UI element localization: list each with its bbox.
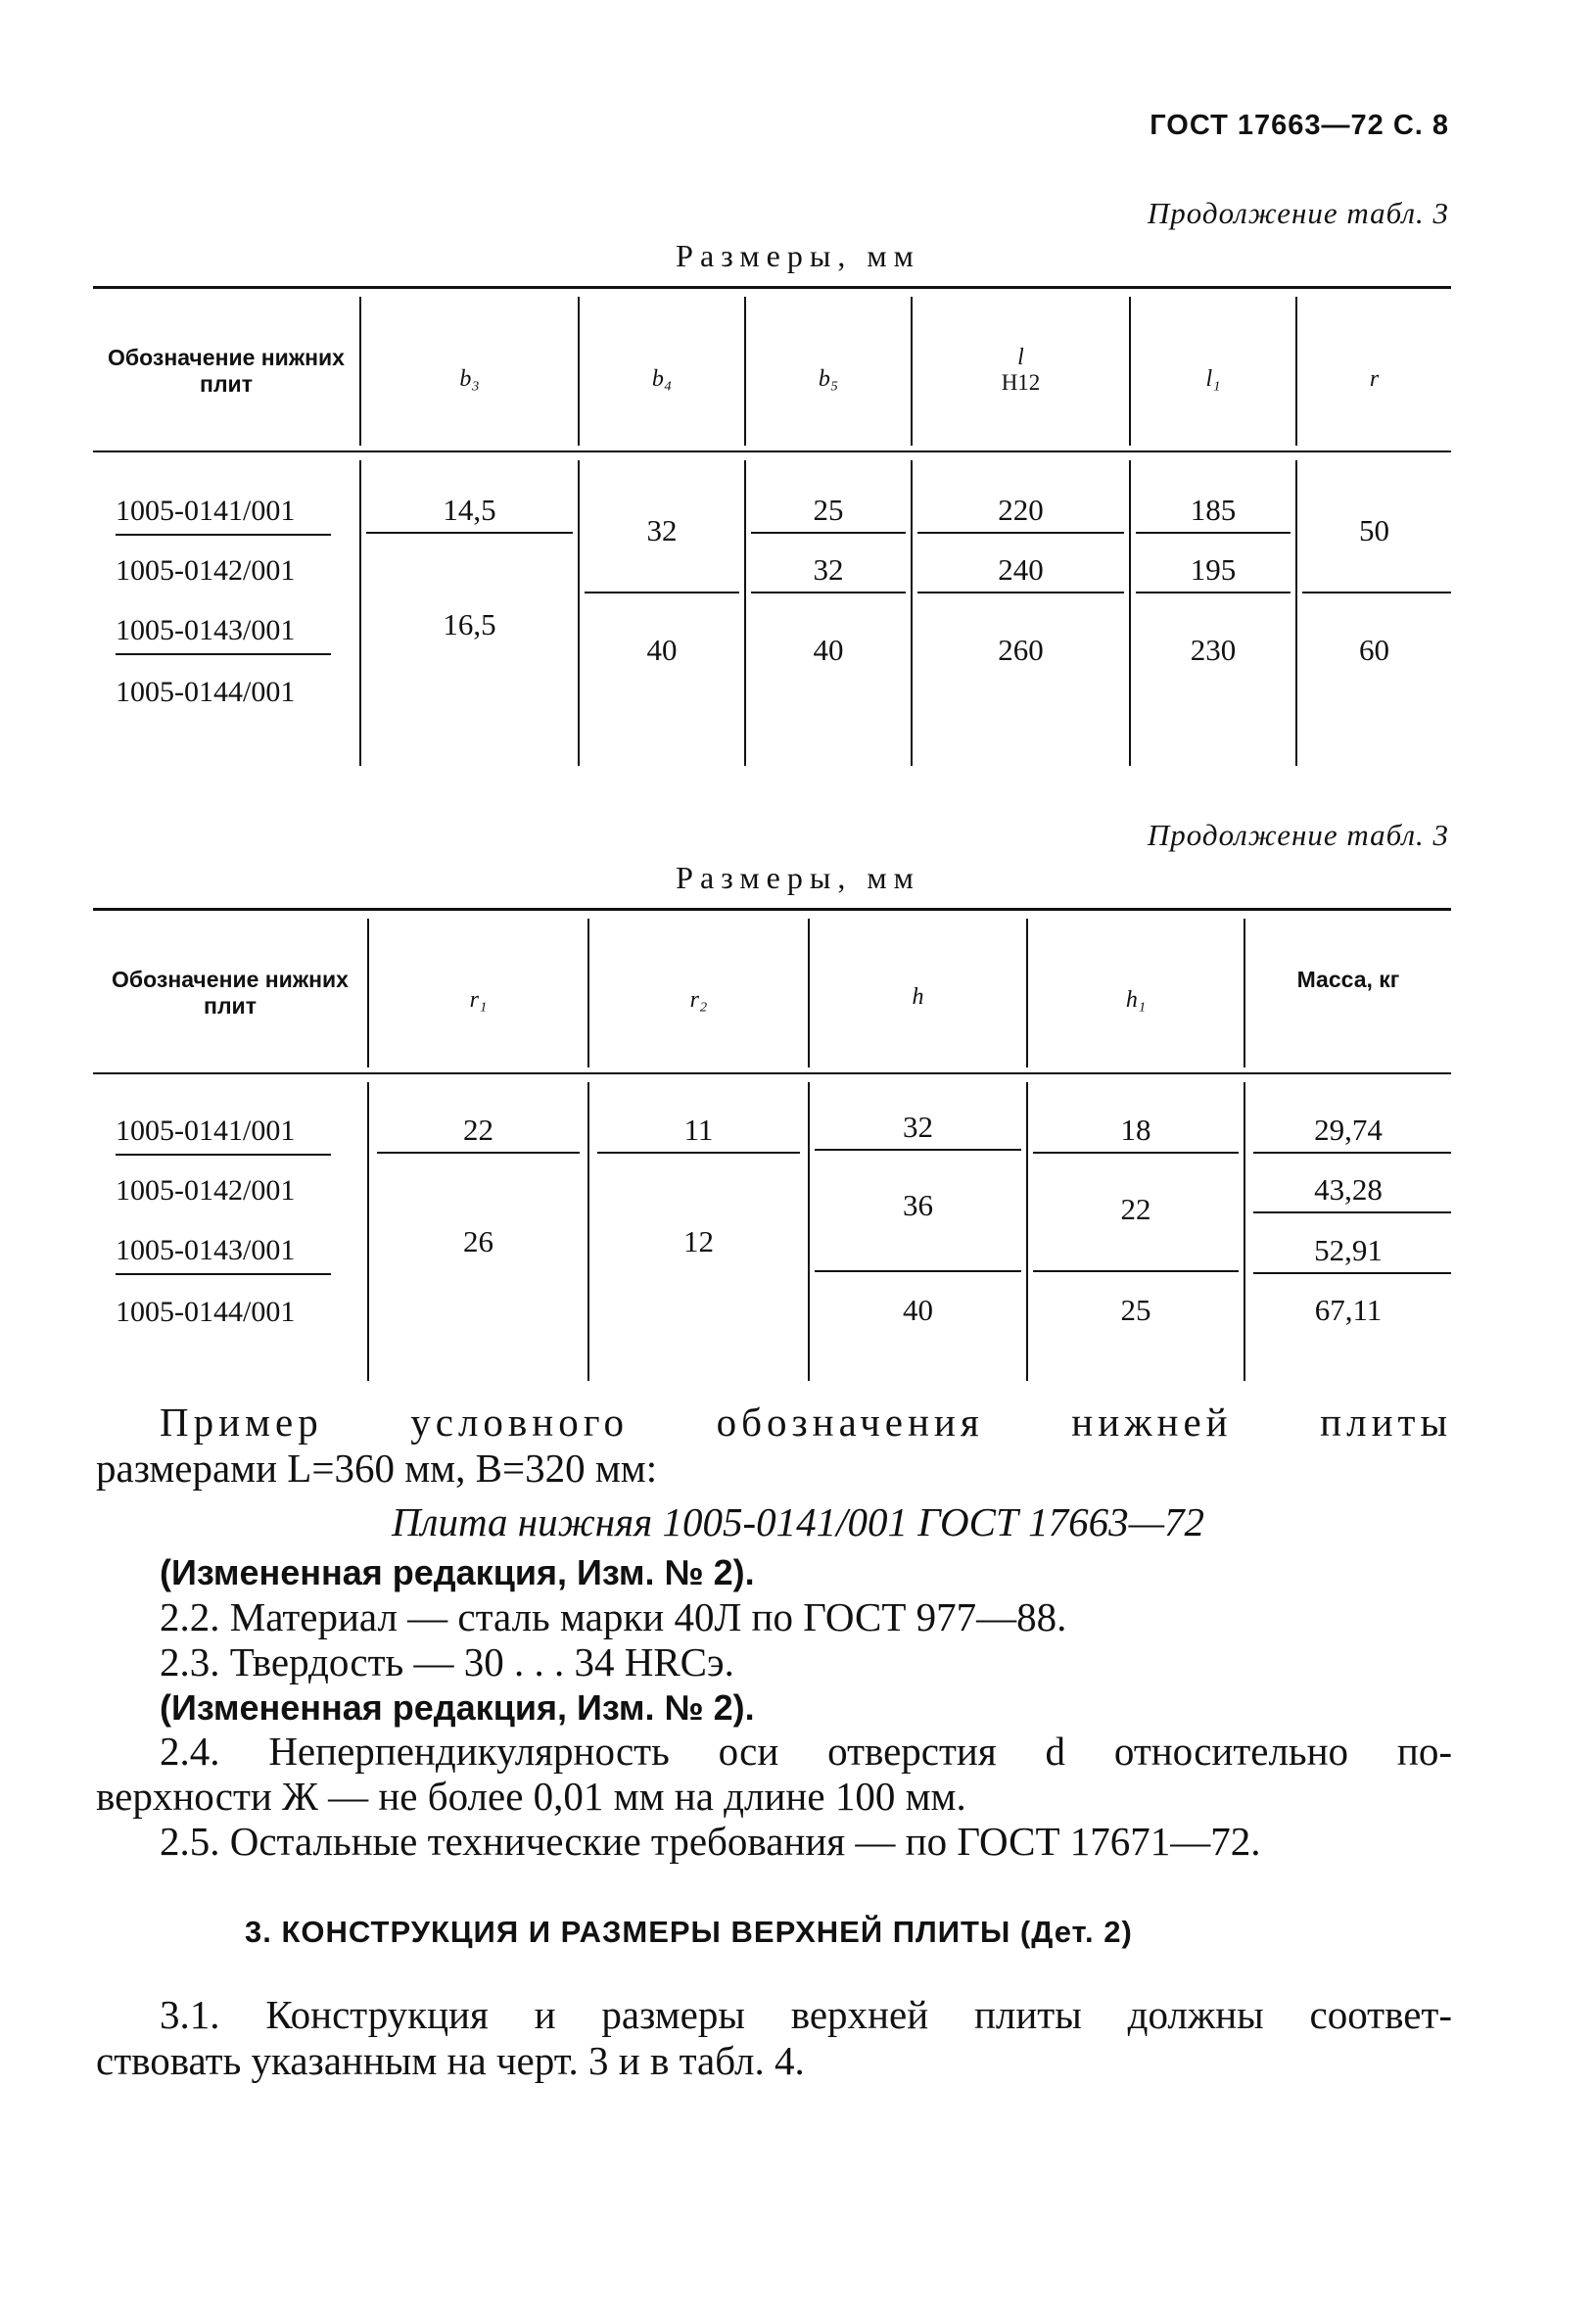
clause-3-1-line2: ствовать указанным на черт. 3 и в табл. 4. [96, 2038, 805, 2083]
table1-cell-rule [585, 592, 739, 593]
table2-top-rule [93, 908, 1451, 911]
table2-header-h: h [912, 984, 924, 1010]
table2-header-designation: Обозначение нижних плит [112, 967, 349, 1019]
table2-header-h1: h₁ [1125, 987, 1147, 1013]
table2-cell-rule [815, 1149, 1021, 1151]
table1-b5-value: 40 [813, 633, 844, 667]
table1-b5-value: 25 [813, 493, 844, 527]
table2-code: 1005-0143/001 [116, 1234, 296, 1266]
table1-l-value: 260 [998, 633, 1044, 667]
table2-code: 1005-0142/001 [116, 1174, 296, 1207]
table2-header-rule [93, 1072, 1451, 1074]
table2-mass-value: 52,91 [1314, 1233, 1383, 1267]
table1-header-r: r [1369, 366, 1380, 392]
table1-cell-rule [1136, 592, 1291, 593]
section-3-heading: 3. КОНСТРУКЦИЯ И РАЗМЕРЫ ВЕРХНЕЙ ПЛИТЫ (Дет. 2) [245, 1915, 1133, 1949]
clause-2-4-line2: верхности Ж — не более 0,01 мм на длине 100 мм. [96, 1774, 966, 1819]
table1-cell-rule [917, 592, 1124, 593]
table1-header-b4: b₄ [651, 366, 673, 392]
table1-vsep [1295, 460, 1297, 766]
table2-h-value: 40 [903, 1293, 933, 1327]
table1-b3-value: 16,5 [443, 607, 496, 641]
table2-h1-value: 25 [1120, 1293, 1151, 1327]
table1-header-l1: l₁ [1205, 366, 1221, 392]
table1-header-designation: Обозначение нижних плит [108, 345, 345, 397]
table1-units: Размеры, мм [676, 238, 920, 273]
table2-h1-value: 18 [1120, 1113, 1151, 1147]
table1-header-l: l [1017, 345, 1024, 370]
table2-r2-value: 12 [683, 1224, 714, 1258]
table2-cell-rule [815, 1270, 1021, 1272]
table1-code-underline [116, 534, 331, 536]
table2-mass-value: 43,28 [1314, 1172, 1383, 1207]
table2-h-value: 36 [903, 1188, 933, 1222]
table1-code: 1005-0144/001 [116, 676, 296, 708]
table1-r-value: 60 [1359, 633, 1389, 667]
table2-mass-value: 29,74 [1314, 1113, 1383, 1147]
table1-vsep [578, 460, 580, 766]
table1-l1-value: 195 [1190, 552, 1237, 587]
table1-header-rule [93, 451, 1451, 452]
table2-units: Размеры, мм [676, 860, 920, 895]
table2-header-r1: r₁ [469, 987, 488, 1013]
table2-header-r2: r₂ [689, 987, 708, 1013]
table1-l-value: 220 [998, 493, 1044, 527]
clause-2-5: 2.5. Остальные технические требования — по ГОСТ 17671—72. [160, 1819, 1261, 1864]
table2-h-value: 32 [903, 1110, 933, 1144]
table1-r-value: 50 [1359, 513, 1389, 547]
table2-mass-value: 67,11 [1314, 1293, 1383, 1327]
table2-cell-rule [1033, 1270, 1239, 1272]
table1-l1-value: 185 [1190, 493, 1237, 527]
example-intro-line1: Пример условного обозначения нижней плиты [160, 1399, 1452, 1445]
table1-code: 1005-0143/001 [116, 614, 296, 646]
table1-code: 1005-0141/001 [116, 495, 296, 527]
table2-cell-rule [1033, 1152, 1239, 1154]
amendment-note-2: (Измененная редакция, Изм. № 2). [160, 1687, 755, 1728]
table1-b5-value: 32 [813, 552, 844, 587]
table1-cell-rule [1302, 592, 1451, 593]
table2-vsep [1244, 919, 1245, 1067]
table2-code-underline [116, 1154, 331, 1156]
table2-cell-rule [377, 1152, 580, 1154]
table1-header-l-tolerance: H12 [1001, 370, 1041, 395]
table1-code: 1005-0142/001 [116, 554, 296, 587]
table1-cell-rule [751, 532, 906, 534]
table2-header-mass: Масса, кг [1296, 967, 1400, 992]
table2-h1-value: 22 [1120, 1192, 1151, 1226]
table1-cell-rule [917, 532, 1124, 534]
table2-continuation: Продолжение табл. 3 [1147, 818, 1449, 852]
table1-l-value: 240 [998, 552, 1044, 587]
amendment-note-1: (Измененная редакция, Изм. № 2). [160, 1552, 755, 1592]
table2-cell-rule [597, 1152, 800, 1154]
table1-top-rule [93, 286, 1451, 289]
clause-3-1-line1: 3.1. Конструкция и размеры верхней плиты должны соответ- [160, 1992, 1452, 2037]
example-intro-line2: размерами L=360 мм, B=320 мм: [96, 1446, 658, 1491]
table1-cell-rule [1136, 532, 1291, 534]
table2-r1-value: 26 [463, 1224, 493, 1258]
table2-r2-value: 11 [683, 1113, 714, 1147]
clause-2-4-line1: 2.4. Неперпендикулярность оси отверстия d относительно по- [160, 1729, 1452, 1774]
table2-code: 1005-0144/001 [116, 1296, 296, 1328]
table2-code-underline [116, 1273, 331, 1275]
clause-2-2: 2.2. Материал — сталь марки 40Л по ГОСТ 977—88. [160, 1594, 1067, 1639]
table1-b4-value: 40 [646, 633, 678, 667]
table1-header-b3: b₃ [459, 366, 480, 392]
table1-header-b5: b₅ [818, 366, 839, 392]
table2-cell-rule [1253, 1272, 1451, 1274]
table1-b3-value: 14,5 [443, 493, 496, 527]
page-reference: ГОСТ 17663—72 С. 8 [1150, 110, 1449, 141]
table1-code-underline [116, 653, 331, 655]
table1-continuation: Продолжение табл. 3 [1147, 196, 1449, 230]
table2-code: 1005-0141/001 [116, 1115, 296, 1147]
table1-l1-value: 230 [1190, 633, 1237, 667]
table1-cell-rule [751, 592, 906, 593]
table2-cell-rule [1253, 1211, 1451, 1213]
table2-r1-value: 22 [463, 1113, 493, 1147]
table1-b4-value: 32 [646, 513, 678, 547]
example-designation: Плита нижняя 1005-0141/001 ГОСТ 17663—72 [391, 1499, 1205, 1544]
table2-cell-rule [1253, 1152, 1451, 1154]
clause-2-3: 2.3. Твердость — 30 . . . 34 HRCэ. [160, 1639, 734, 1684]
table1-cell-rule [366, 532, 573, 534]
